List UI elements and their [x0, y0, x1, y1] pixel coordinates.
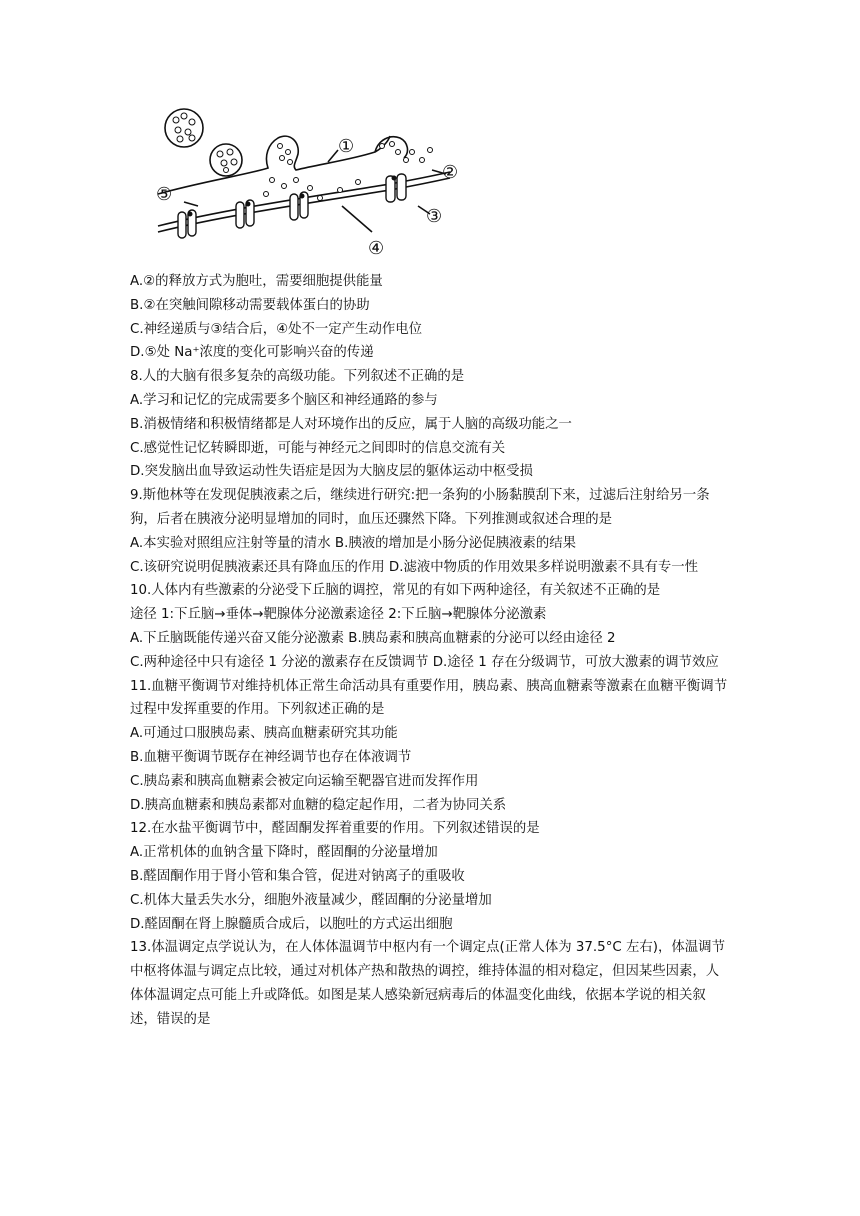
q12-stem: 12.在水盐平衡调节中，醛固酮发挥着重要的作用。下列叙述错误的是 — [130, 821, 540, 837]
synapse-diagram — [150, 102, 470, 272]
label-5: ⑤ — [156, 184, 173, 205]
q7-option-b: B.②在突触间隙移动需要载体蛋白的协助 — [130, 297, 370, 313]
q7-option-c: C.神经递质与③结合后，④处不一定产生动作电位 — [130, 321, 423, 337]
label-4: ④ — [368, 238, 385, 259]
q11-option-b: B.血糖平衡调节既存在神经调节也存在体液调节 — [130, 749, 412, 765]
q9-options-ab: A.本实验对照组应注射等量的清水 B.胰液的增加是小肠分泌促胰液素的结果 — [130, 535, 576, 551]
q10-stem: 10.人体内有些激素的分泌受下丘脑的调控，常见的有如下两种途径，有关叙述不正确的是 — [130, 583, 661, 599]
q9-stem: 9.斯他林等在发现促胰液素之后，继续进行研究:把一条狗的小肠黏膜刮下来，过滤后注射给另一条狗，后者在胰液分泌明显增加的同时，血压还骤然下降。下列推测或叙述合理的是 — [130, 488, 710, 527]
q12-option-c: C.机体大量丢失水分，细胞外液量减少，醛固酮的分泌量增加 — [130, 892, 492, 908]
q7-option-d: D.⑤处 Na⁺浓度的变化可影响兴奋的传递 — [130, 345, 374, 361]
q11-option-a: A.可通过口服胰岛素、胰高血糖素研究其功能 — [130, 726, 398, 742]
label-2: ② — [442, 162, 459, 183]
q8-option-c: C.感觉性记忆转瞬即逝，可能与神经元之间即时的信息交流有关 — [130, 440, 506, 456]
q11-option-d: D.胰高血糖素和胰岛素都对血糖的稳定起作用，二者为协同关系 — [130, 797, 507, 813]
q7-option-a: A.②的释放方式为胞吐，需要细胞提供能量 — [130, 274, 383, 289]
q10-options-ab: A.下丘脑既能传递兴奋又能分泌激素 B.胰岛素和胰高血糖素的分泌可以经由途径 2 — [130, 630, 616, 646]
label-3: ③ — [426, 206, 443, 227]
q9-options-cd: C.该研究说明促胰液素还具有降血压的作用 D.滤液中物质的作用效果多样说明激素不具有专一性 — [130, 559, 699, 575]
q12-option-a: A.正常机体的血钠含量下降时，醛固酮的分泌量增加 — [130, 845, 438, 861]
q12-option-d: D.醛固酮在肾上腺髓质合成后，以胞吐的方式运出细胞 — [130, 916, 453, 932]
q11-stem: 11.血糖平衡调节对维持机体正常生命活动具有重要作用，胰岛素、胰高血糖素等激素在血糖平衡调节过程中发挥重要的作用。下列叙述正确的是 — [130, 678, 728, 718]
question-content — [130, 270, 730, 1032]
q8-stem: 8.人的大脑有很多复杂的高级功能。下列叙述不正确的是 — [130, 369, 465, 385]
q12-option-b: B.醛固酮作用于肾小管和集合管，促进对钠离子的重吸收 — [130, 868, 465, 884]
q13-stem: 13.体温调定点学说认为，在人体体温调节中枢内有一个调定点(正常人体为 37.5°C 左右)，体温调节中枢将体温与调定点比较，通过对机体产热和散热的调控，维持体温的相对稳定，但因某些因素，人体体温调定点可能上升或降低。如图是某人感染新冠病毒后的体温变化曲线，依据本学说的相关叙述，错误的是 — [130, 940, 725, 1027]
label-1: ① — [338, 136, 355, 157]
q10-paths: 途径 1:下丘脑→垂体→靶腺体分泌激素途径 2:下丘脑→靶腺体分泌激素 — [130, 607, 547, 623]
q11-option-c: C.胰岛素和胰高血糖素会被定向运输至靶器官进而发挥作用 — [130, 773, 479, 789]
q10-options-cd: C.两种途径中只有途径 1 分泌的激素存在反馈调节 D.途径 1 存在分级调节，可放大激素的调节效应 — [130, 654, 719, 670]
q8-option-d: D.突发脑出血导致运动性失语症是因为大脑皮层的躯体运动中枢受损 — [130, 464, 533, 480]
q8-option-a: A.学习和记忆的完成需要多个脑区和神经通路的参与 — [130, 392, 438, 408]
q8-option-b: B.消极情绪和积极情绪都是人对环境作出的反应，属于人脑的高级功能之一 — [130, 416, 572, 432]
